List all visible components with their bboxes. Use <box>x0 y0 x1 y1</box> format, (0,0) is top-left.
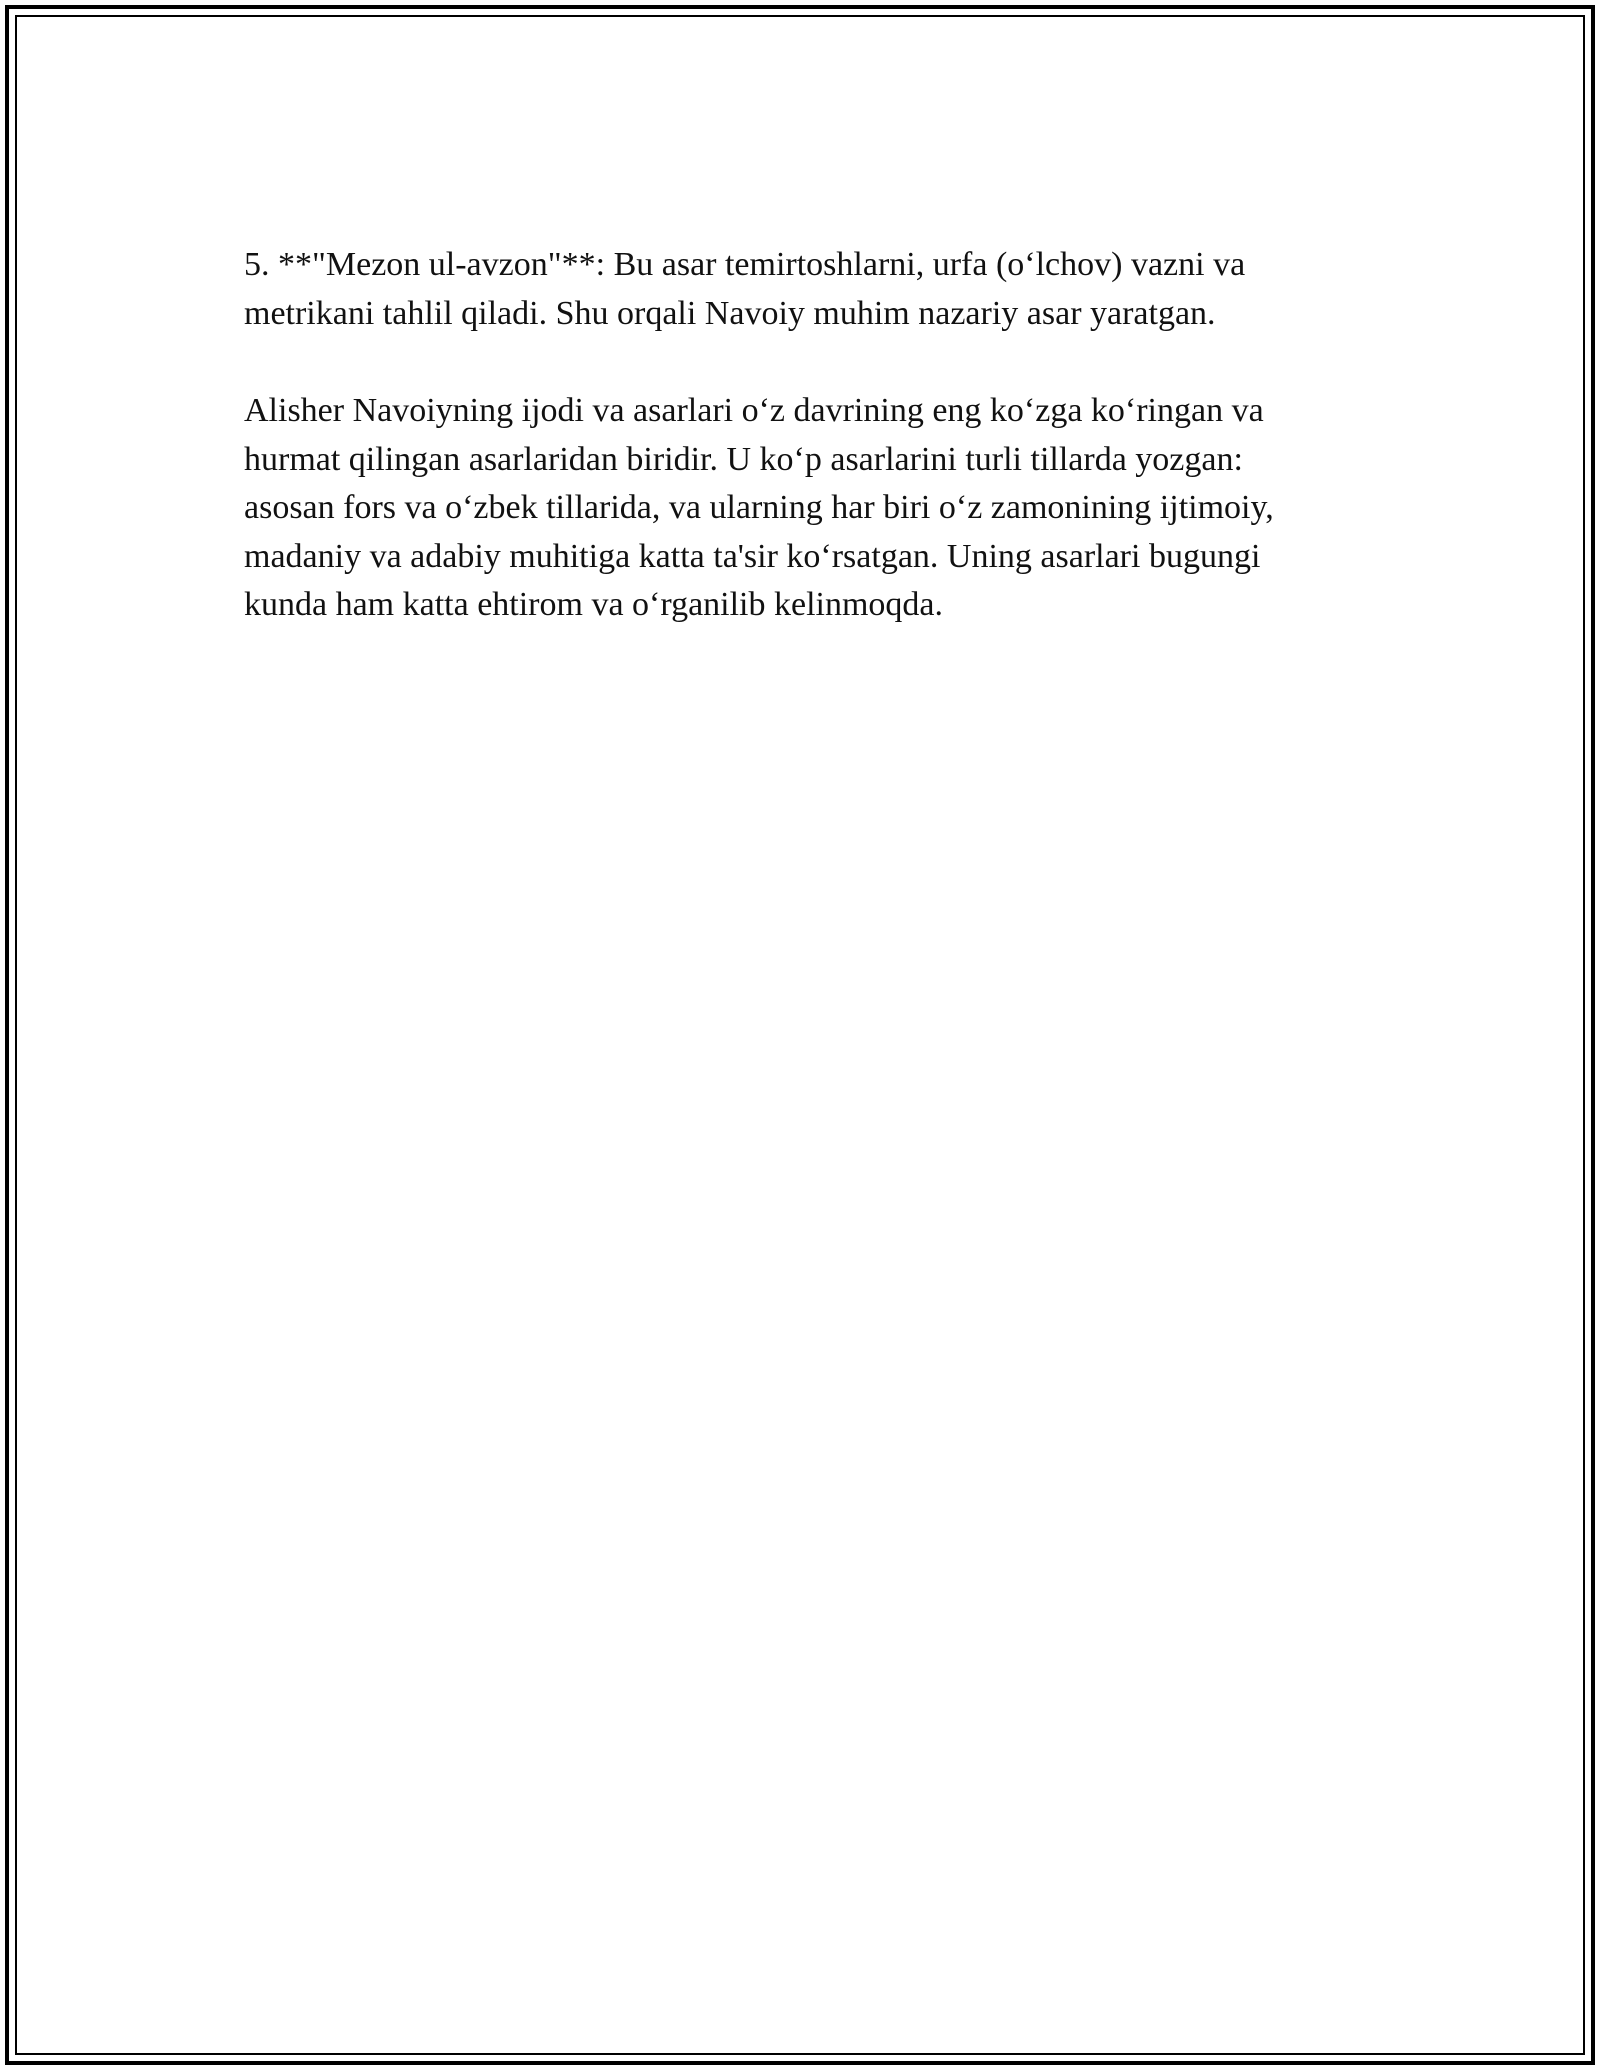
text-line: Alisher Navoiyning ijodi va asarlari oʻz davrining eng koʻzga koʻringan va <box>244 392 1264 429</box>
paragraph-summary <box>244 387 1374 630</box>
text-line: metrikani tahlil qiladi. Shu orqali Navoiy muhim nazariy asar yaratgan. <box>244 294 1216 332</box>
text-line: kunda ham katta ehtirom va oʻrganilib kelinmoqda. <box>244 586 944 623</box>
text-line: 5. **"Mezon ul-avzon"**: Bu asar temirtoshlarni, urfa (oʻlchov) vazni va <box>244 246 1246 283</box>
paragraph-mezon-ul-avzon <box>244 241 1374 338</box>
page-border <box>5 5 1595 2065</box>
text-line: hurmat qilingan asarlaridan biridir. U koʻp asarlarini turli tillarda yozgan: <box>244 440 1243 478</box>
document-body <box>244 241 1374 679</box>
text-line: asosan fors va oʻzbek tillarida, va ularning har biri oʻz zamonining ijtimoiy, <box>244 489 1274 526</box>
text-line: madaniy va adabiy muhitiga katta ta'sir koʻrsatgan. Uning asarlari bugungi <box>244 537 1261 575</box>
